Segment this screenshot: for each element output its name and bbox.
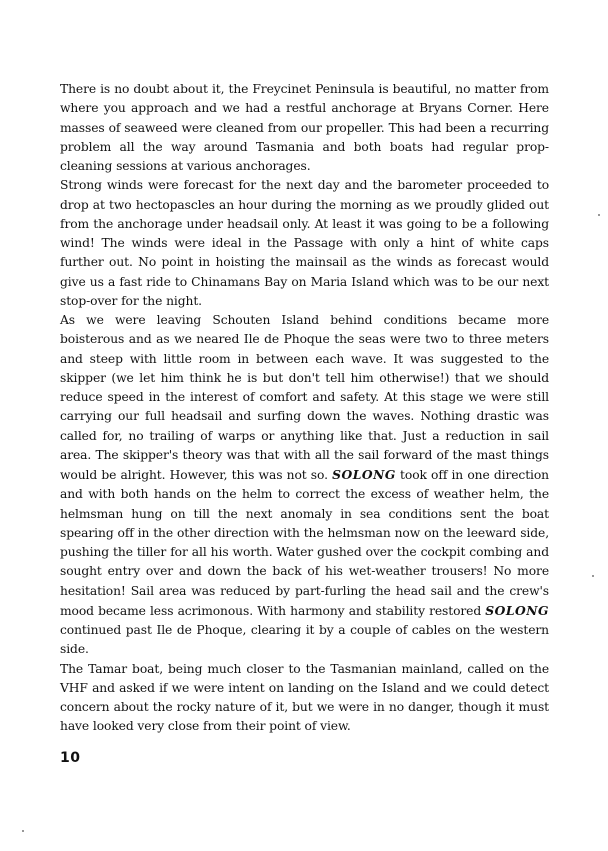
vessel-name: SOLONG [485, 602, 549, 618]
paragraph-text: The Tamar boat, being much closer to the Tasmanian mainland, called on the VHF and asked if we were intent on landing on the Island and we could detect concern about the rocky nature of it, but we were in no danger, though it must have looked very close from their point of view. [60, 661, 549, 734]
paragraph-text: Strong winds were forecast for the next day and the barometer proceeded to drop at two hectopascles an hour during the morning as we proudly glided out from the anchorage under headsail only. At least it was going to be a following wind! The winds were ideal in the Passage with only a hint of white caps further out. No point in hoisting the mainsail as the winds as forecast would give us a fast ride to Chinamans Bay on Maria Island which was to be our next stop-over for the night. [60, 178, 549, 308]
paragraph-strong-winds [60, 176, 549, 311]
scan-speck [22, 830, 24, 832]
paragraph-tamar-boat [60, 660, 549, 737]
paragraph-freycinet [60, 80, 549, 176]
scan-speck [598, 214, 600, 216]
body-text [60, 80, 549, 737]
paragraph-schouten-island [60, 311, 549, 660]
paragraph-text: continued past Ile de Phoque, clearing it by a couple of cables on the western side. [60, 623, 549, 657]
paragraph-text: There is no doubt about it, the Freycinet Peninsula is beautiful, no matter from where you approach and we had a restful anchorage at Bryans Corner. Here masses of seaweed were cleaned from our propeller. This had been a recurring problem all the way around Tasmania and both boats had regular prop-cleaning sessions at various anchorages. [60, 82, 549, 173]
paragraph-text: As we were leaving Schouten Island behind conditions became more boisterous and as we neared Ile de Phoque the seas were two to three meters and steep with little room in between each wave. It was suggested to the skipper (we let him think he is but don't tell him otherwise!) that we should reduce speed in the interest of comfort and safety. At this stage we were still carrying our full headsail and surfing down the waves. Nothing drastic was called for, no trailing of warps or anything like that. Just a reduction in sail area. The skipper's theory was that with all the sail forward of the mast things would be alright. However, this was not so. [60, 313, 549, 482]
scan-speck [592, 575, 594, 577]
page-number: 10 [60, 750, 81, 766]
paragraph-text: took off in one direction and with both hands on the helm to correct the excess of weather helm, the helmsman hung on till the next anomaly in sea conditions sent the boat spearing off in the other direction with the helmsman now on the leeward side, pushing the tiller for all his worth. Water gushed over the cockpit combing and sought entry over and down the back of his wet-weather trousers! No more hesitation! Sail area was reduced by part-furling the head sail and the crew's mood became less acrimonous. With harmony and stability restored [60, 468, 549, 618]
vessel-name: SOLONG [332, 467, 396, 482]
